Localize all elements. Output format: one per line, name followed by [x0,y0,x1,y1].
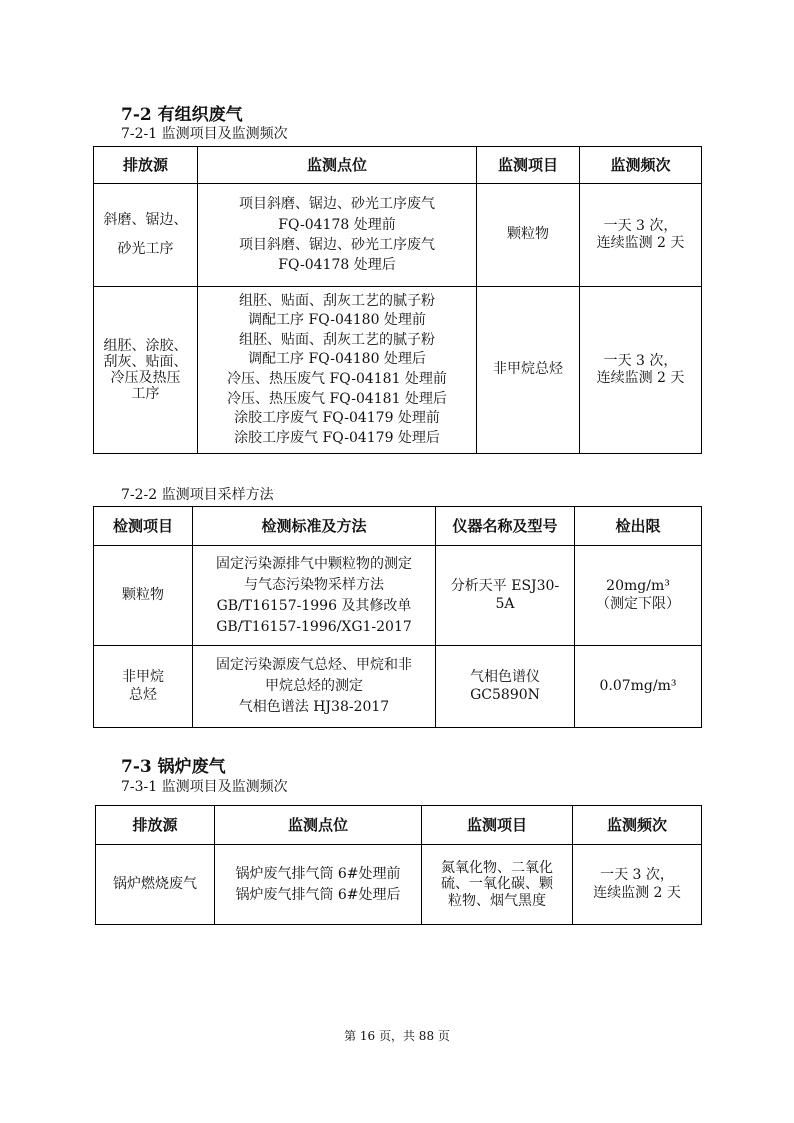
sampling-method-table-7-2-2 [93,506,702,728]
text-line: 锅炉废气排气筒 6#处理后 [235,886,401,903]
text-line: 冷压及热压 [110,370,181,386]
text-line: 总烃 [129,686,157,703]
header-cell: 监测频次 [580,147,702,184]
text-line: 20mg/m³ [606,578,670,594]
table-header-row [96,806,702,845]
text-line: 调配工序 FQ-04180 处理后 [248,351,426,368]
emission-source-cell [94,287,198,454]
text-line: 刮灰、贴面、 [103,353,188,370]
text-line: GB/T16157-1996/XG1-2017 [216,618,412,635]
text-line: 斜磨、锯边、 [103,211,188,228]
text-line: 硫、一氧化碳、颗 [441,876,553,893]
method-cell [193,546,436,646]
text-line: 气相色谱法 HJ38-2017 [238,699,390,715]
table-row [94,646,702,728]
frequency-cell [580,184,702,287]
text-line: 涂胶工序废气 FQ-04179 处理后 [234,429,440,446]
text-line: 连续监测 2 天 [596,235,685,251]
text-line: 砂光工序 [117,241,174,257]
text-line: 一天 3 次， [600,867,674,883]
text-line: 组胚、贴面、刮灰工艺的腻子粉 [239,292,435,309]
header-cell: 检测标准及方法 [193,507,436,546]
text-line: 0.07mg/m³ [599,677,677,694]
text-line: 非甲烷 [122,669,164,685]
instrument-cell [436,546,575,646]
text-line: 连续监测 2 天 [596,370,685,386]
text-line: 粒物、烟气黑度 [448,892,546,909]
section-7-2-title: 7-2 有组织废气 [121,105,243,125]
test-item-cell [94,646,193,728]
text-line: 组胚、贴面、刮灰工艺的腻子粉 [239,331,435,348]
table-header-row [94,507,702,546]
instrument-cell [436,646,575,728]
text-line: 调配工序 FQ-04180 处理前 [248,312,426,329]
table-header-row [94,147,702,184]
detection-limit-cell [575,646,702,728]
text-line: 气相色谱仪 [470,669,540,685]
text-line: （测定下限） [596,595,680,612]
header-cell: 检出限 [575,507,702,546]
text-line: GC5890N [470,686,540,703]
frequency-cell [580,287,702,454]
monitoring-point-cell [215,845,422,925]
header-cell: 监测项目 [477,147,580,184]
header-cell: 排放源 [94,147,198,184]
header-cell: 监测点位 [198,147,477,184]
subsection-7-2-1-title: 7-2-1 监测项目及监测频次 [121,126,288,142]
text-line: 一天 3 次， [603,217,678,234]
text-line: 分析天平 ESJ30- [450,578,560,594]
table-row [96,845,702,925]
header-cell: 检测项目 [94,507,193,546]
text-line: GB/T16157-1996 及其修改单 [216,597,412,614]
text-line: 固定污染源废气总烃、甲烷和非 [216,657,412,673]
table-row [94,546,702,646]
text-line: 氮氧化物、二氧化 [441,860,553,877]
header-cell: 监测项目 [422,806,573,845]
monitoring-point-cell [198,287,477,454]
test-item-cell: 颗粒物 [94,546,193,646]
text-line: 与气态污染物采样方法 [244,576,384,593]
text-line: 项目斜磨、锯边、砂光工序废气 [239,237,435,253]
monitoring-item-cell: 非甲烷总烃 [477,287,580,454]
header-cell: 仪器名称及型号 [436,507,575,546]
text-line: 锅炉废气排气筒 6#处理前 [235,866,401,883]
text-line: 5A [495,595,515,612]
subsection-7-2-2-title: 7-2-2 监测项目采样方法 [121,487,274,503]
method-cell [193,646,436,728]
section-7-3-title: 7-3 锅炉废气 [121,757,226,777]
monitoring-item-cell [422,845,573,925]
monitoring-frequency-table-7-2-1 [93,146,702,454]
boiler-monitoring-table-7-3-1 [95,805,702,925]
header-cell: 排放源 [96,806,215,845]
text-line: 连续监测 2 天 [593,884,681,901]
text-line: FQ-04178 处理前 [278,216,396,233]
page-footer: 第 16 页，共 88 页 [344,1029,450,1043]
subsection-7-3-1-title: 7-3-1 监测项目及监测频次 [121,779,288,795]
monitoring-point-cell [198,184,477,287]
detection-limit-cell [575,546,702,646]
text-line: FQ-04178 处理后 [278,257,396,274]
text-line: 甲烷总烃的测定 [265,678,363,694]
monitoring-item-cell: 颗粒物 [477,184,580,287]
emission-source-cell [94,184,198,287]
table-row [94,287,702,454]
table-row [94,184,702,287]
text-line: 冷压、热压废气 FQ-04181 处理后 [227,390,447,407]
header-cell: 监测点位 [215,806,422,845]
text-line: 固定污染源排气中颗粒物的测定 [216,555,412,572]
text-line: 组胚、涂胶、 [103,337,188,354]
text-line: 一天 3 次， [603,352,678,369]
text-line: 冷压、热压废气 FQ-04181 处理前 [227,371,447,387]
header-cell: 监测频次 [573,806,702,845]
emission-source-cell: 锅炉燃烧废气 [96,845,215,925]
text-line: 项目斜磨、锯边、砂光工序废气 [239,196,435,213]
text-line: 工序 [131,386,160,403]
text-line: 涂胶工序废气 FQ-04179 处理前 [234,410,440,427]
frequency-cell [573,845,702,925]
